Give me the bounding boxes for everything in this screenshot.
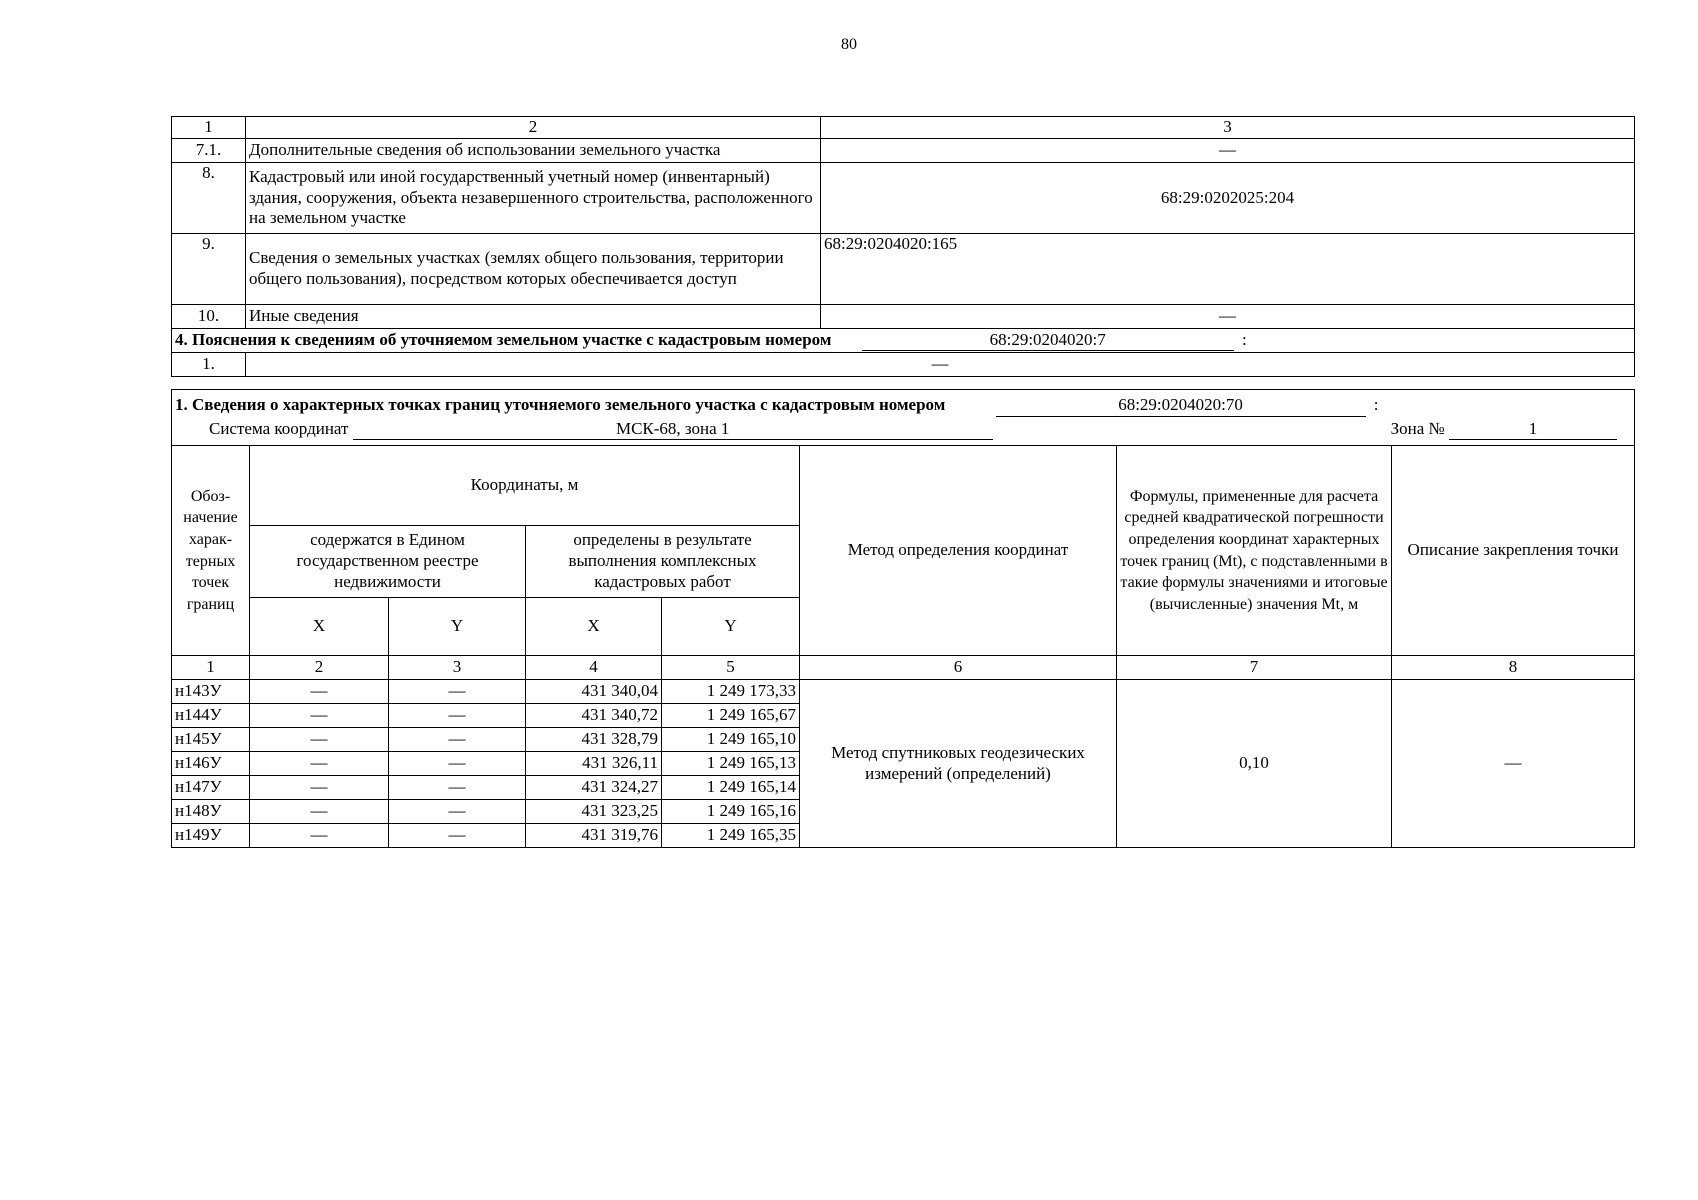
point-x: 431 328,79 <box>526 728 662 752</box>
section-4-title: 4. Пояснения к сведениям об уточняемом земельном участке с кадастровым номером <box>175 329 832 349</box>
zone-value: 1 <box>1449 419 1617 441</box>
header-formulas: Формулы, примененные для расчета средней квадратической погрешности определения координат характерных точек границ (Mt), с подставленными в такие формулы значениями и итоговые (вычисленные) значения Mt, м <box>1117 446 1392 656</box>
column-number: 6 <box>800 656 1117 680</box>
header-y-complex: Y <box>662 598 800 656</box>
column-number: 2 <box>250 656 389 680</box>
point-y-egrn: — <box>389 704 526 728</box>
header-complex: определены в результате выполнения комплексных кадастровых работ <box>526 526 800 598</box>
table-row <box>172 163 1635 234</box>
column-number: 5 <box>662 656 800 680</box>
point-name: н143У <box>172 680 250 704</box>
header-method: Метод определения координат <box>800 446 1117 656</box>
row-number: 10. <box>172 305 246 329</box>
point-name: н149У <box>172 824 250 848</box>
section-1-row <box>172 390 1635 446</box>
row-value: — <box>821 139 1635 163</box>
point-x-egrn: — <box>250 776 389 800</box>
point-name: н146У <box>172 752 250 776</box>
point-y-egrn: — <box>389 752 526 776</box>
zone-label: Зона № <box>1390 418 1445 438</box>
point-y-egrn: — <box>389 776 526 800</box>
point-x-egrn: — <box>250 800 389 824</box>
point-y: 1 249 165,13 <box>662 752 800 776</box>
section-1-title: 1. Сведения о характерных точках границ уточняемого земельного участка с кадастровым номером <box>175 394 946 414</box>
point-y: 1 249 165,14 <box>662 776 800 800</box>
section-1-heading <box>172 390 1635 446</box>
point-y: 1 249 173,33 <box>662 680 800 704</box>
row-label: Кадастровый или иной государственный учетный номер (инвентарный) здания, сооружения, объекта незавершенного строительства, расположенного на земельном участке <box>246 163 821 234</box>
description-value: — <box>1392 680 1635 848</box>
table-row <box>172 139 1635 163</box>
column-number-row <box>172 656 1635 680</box>
row-number: 7.1. <box>172 139 246 163</box>
point-x-egrn: — <box>250 824 389 848</box>
method-value: Метод спутниковых геодезических измерений (определений) <box>800 680 1117 848</box>
point-y: 1 249 165,10 <box>662 728 800 752</box>
table-row <box>172 234 1635 305</box>
row-number: 8. <box>172 163 246 234</box>
point-x: 431 319,76 <box>526 824 662 848</box>
point-y-egrn: — <box>389 728 526 752</box>
header-x-egrn: X <box>250 598 389 656</box>
section-1-suffix: : <box>1373 394 1379 414</box>
column-number: 8 <box>1392 656 1635 680</box>
header-coordinates: Координаты, м <box>250 446 800 526</box>
row-label: Сведения о земельных участках (землях общего пользования, территории общего пользования), посредством которых обеспечивается доступ <box>246 234 821 305</box>
point-x-egrn: — <box>250 728 389 752</box>
row-label: Иные сведения <box>246 305 821 329</box>
header-egrn: содержатся в Едином государственном реестре недвижимости <box>250 526 526 598</box>
section-4-cadastral-number: 68:29:0204020:7 <box>862 330 1234 352</box>
mt-value: 0,10 <box>1117 680 1392 848</box>
column-number: 4 <box>526 656 662 680</box>
land-info-table <box>171 116 1635 377</box>
point-x: 431 326,11 <box>526 752 662 776</box>
table-row <box>172 680 1635 704</box>
point-y: 1 249 165,67 <box>662 704 800 728</box>
point-name: н144У <box>172 704 250 728</box>
col-header-1: 1 <box>172 117 246 139</box>
point-name: н147У <box>172 776 250 800</box>
section-4-suffix: : <box>1241 329 1247 349</box>
point-y: 1 249 165,35 <box>662 824 800 848</box>
point-x-egrn: — <box>250 752 389 776</box>
point-y-egrn: — <box>389 680 526 704</box>
point-x: 431 323,25 <box>526 800 662 824</box>
point-y-egrn: — <box>389 824 526 848</box>
row-number: 1. <box>172 353 246 377</box>
column-number: 1 <box>172 656 250 680</box>
section-4-heading <box>172 329 1635 353</box>
column-number: 7 <box>1117 656 1392 680</box>
col-header-2: 2 <box>246 117 821 139</box>
point-x: 431 340,72 <box>526 704 662 728</box>
row-value: — <box>246 353 1635 377</box>
row-value: 68:29:0204020:165 <box>821 234 1635 305</box>
row-value: — <box>821 305 1635 329</box>
header-y-egrn: Y <box>389 598 526 656</box>
point-name: н145У <box>172 728 250 752</box>
table-row <box>172 305 1635 329</box>
point-name: н148У <box>172 800 250 824</box>
coord-system-label: Система координат <box>209 418 349 438</box>
coord-system-value: МСК-68, зона 1 <box>353 419 993 441</box>
page-number: 80 <box>841 36 857 53</box>
point-x: 431 340,04 <box>526 680 662 704</box>
point-x-egrn: — <box>250 704 389 728</box>
boundary-points-table <box>171 389 1635 848</box>
point-x-egrn: — <box>250 680 389 704</box>
row-label: Дополнительные сведения об использовании земельного участка <box>246 139 821 163</box>
section-4-row <box>172 329 1635 353</box>
header-designation: Обоз-начение харак-терных точек границ <box>172 446 250 656</box>
point-y-egrn: — <box>389 800 526 824</box>
header-description: Описание закрепления точки <box>1392 446 1635 656</box>
table-header-row <box>172 117 1635 139</box>
row-number: 9. <box>172 234 246 305</box>
column-number: 3 <box>389 656 526 680</box>
section-4-data-row <box>172 353 1635 377</box>
section-1-cadastral-number: 68:29:0204020:70 <box>996 395 1366 417</box>
header-x-complex: X <box>526 598 662 656</box>
point-y: 1 249 165,16 <box>662 800 800 824</box>
col-header-3: 3 <box>821 117 1635 139</box>
header-row-1 <box>172 446 1635 526</box>
point-x: 431 324,27 <box>526 776 662 800</box>
row-value: 68:29:0202025:204 <box>821 163 1635 234</box>
